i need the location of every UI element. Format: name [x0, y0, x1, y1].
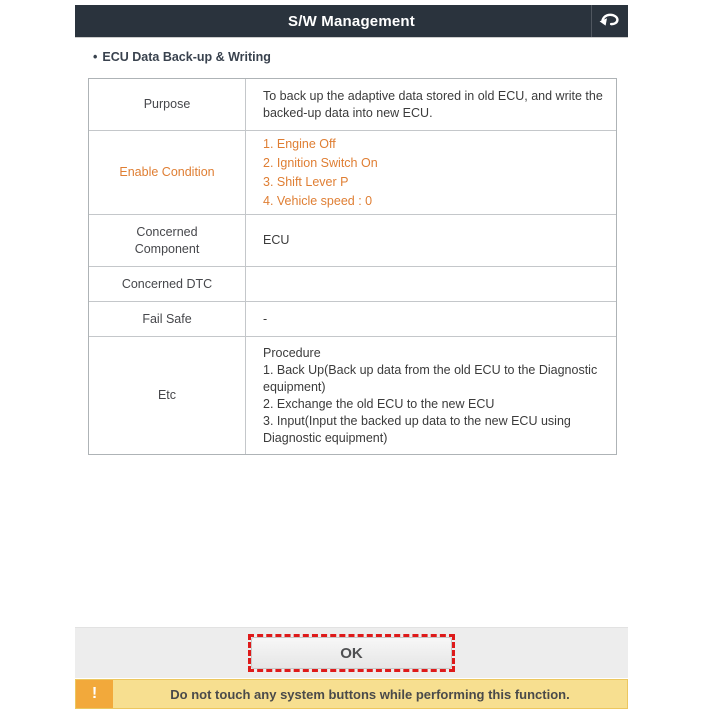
enable-condition-line: 1. Engine Off	[263, 136, 336, 151]
ok-button-highlight	[248, 634, 455, 672]
ok-button[interactable]: OK	[251, 637, 452, 669]
row-label: Concerned DTC	[89, 267, 246, 301]
enable-condition-line: 3. Shift Lever P	[263, 174, 349, 189]
table-row-fail-safe	[89, 302, 616, 337]
row-label: Enable Condition	[89, 131, 246, 214]
exclamation-icon: !	[76, 680, 113, 708]
row-label: Etc	[89, 337, 246, 454]
function-info-table	[88, 78, 617, 455]
table-row-etc	[89, 337, 616, 454]
row-content	[246, 337, 616, 454]
row-content	[246, 267, 616, 301]
etc-line: 3. Input(Input the backed up data to the new ECU using Diagnostic equipment)	[263, 413, 571, 445]
warning-bar	[75, 679, 628, 709]
action-bar	[75, 627, 628, 678]
etc-line: 2. Exchange the old ECU to the new ECU	[263, 396, 495, 411]
purpose-text: To back up the adaptive data stored in old ECU, and write the backed-up data into new ECU.	[263, 88, 603, 120]
etc-line: 1. Back Up(Back up data from the old ECU to the Diagnostic equipment)	[263, 362, 598, 394]
table-row-concerned-component	[89, 215, 616, 267]
row-content	[246, 302, 616, 336]
concerned-component-text: ECU	[263, 233, 290, 247]
section-title	[93, 50, 271, 64]
etc-line: Procedure	[263, 345, 321, 360]
header-bar	[75, 5, 628, 37]
warning-message: Do not touch any system buttons while performing this function.	[170, 686, 570, 702]
row-label: Fail Safe	[89, 302, 246, 336]
row-label: Concerned Component	[89, 215, 246, 266]
fail-safe-text: -	[263, 311, 268, 326]
enable-condition-line: 4. Vehicle speed : 0	[263, 193, 373, 208]
row-content	[246, 131, 616, 214]
table-row-concerned-dtc	[89, 267, 616, 302]
table-row-purpose	[89, 79, 616, 131]
return-arrow-icon	[599, 9, 621, 34]
section-title-label: ECU Data Back-up & Writing	[102, 50, 271, 64]
row-label: Purpose	[89, 79, 246, 130]
row-content	[246, 215, 616, 266]
row-content	[246, 79, 616, 130]
page-title: S/W Management	[288, 12, 415, 30]
back-button[interactable]	[591, 5, 628, 37]
bullet-marker: •	[93, 50, 98, 64]
enable-condition-line: 2. Ignition Switch On	[263, 155, 378, 170]
table-row-enable-condition	[89, 131, 616, 215]
